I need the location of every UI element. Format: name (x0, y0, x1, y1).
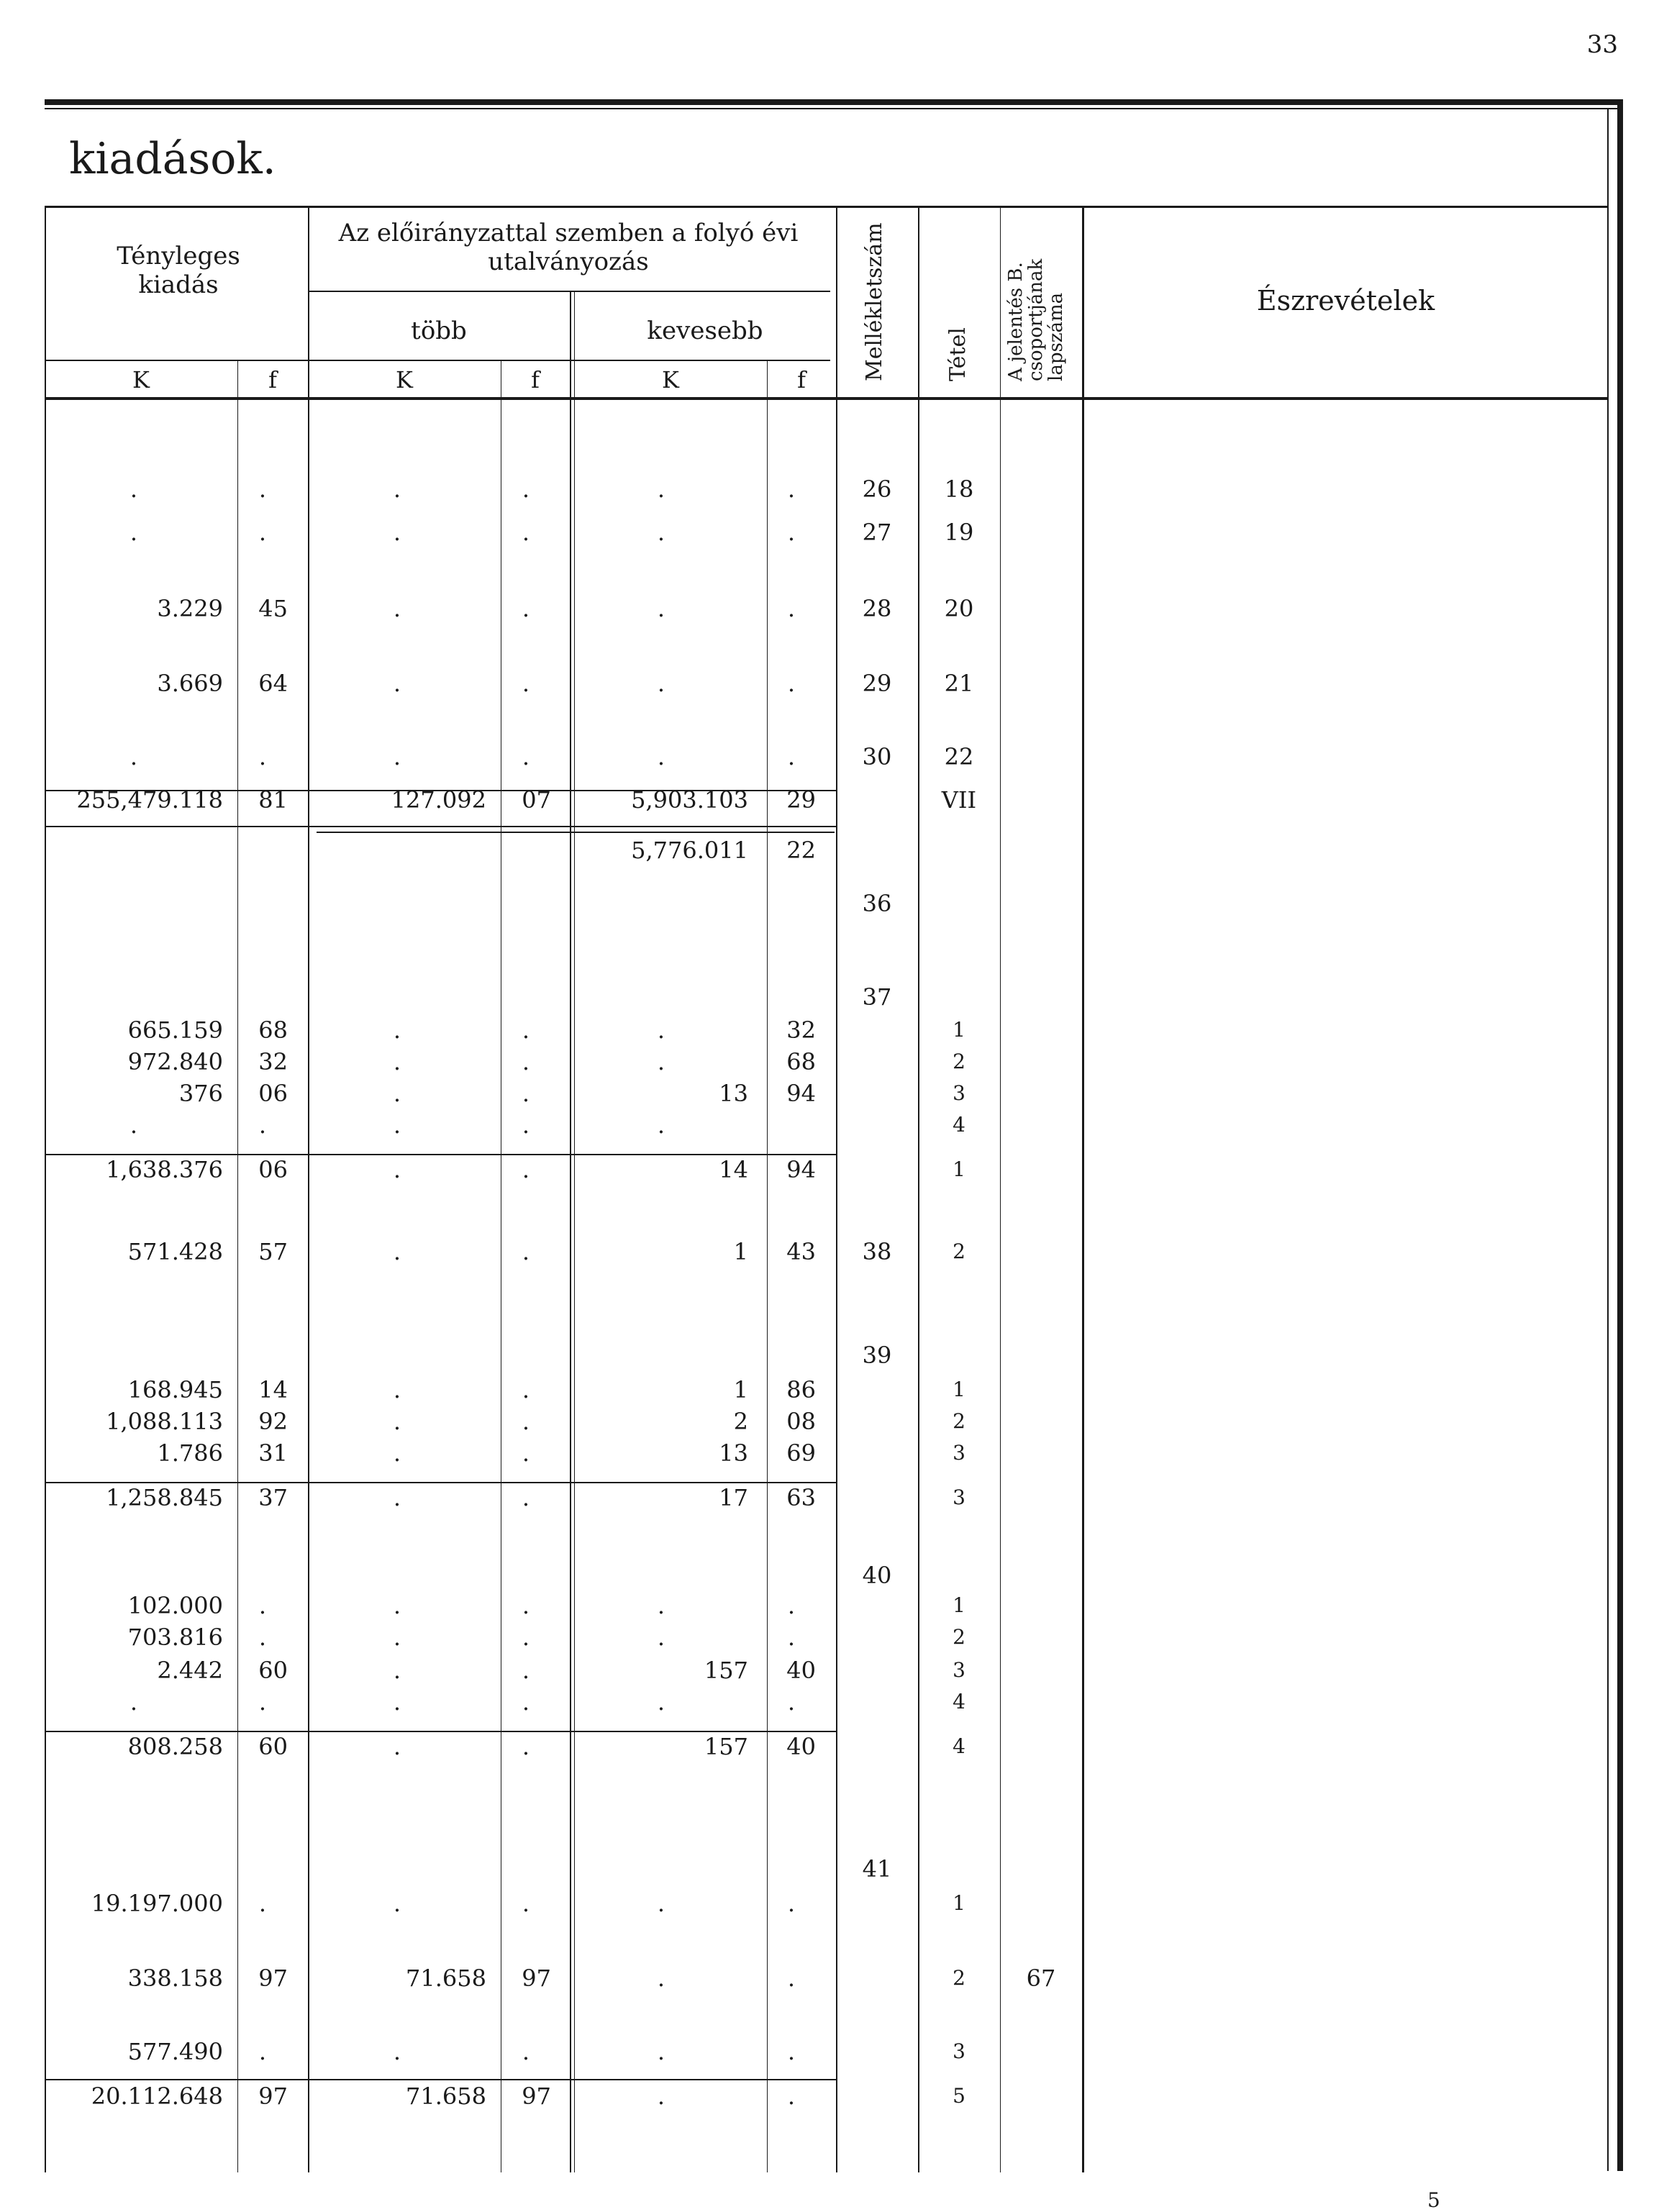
cell-tet: 18 (944, 475, 974, 503)
cell-kf: 40 (786, 1657, 816, 1684)
cell-tf: 31 (258, 1439, 288, 1467)
cell-mf: . (522, 1376, 530, 1403)
cell-kk: 1 (733, 1238, 748, 1265)
cell-kk: 157 (704, 1657, 748, 1684)
cell-tf: 06 (258, 1080, 288, 1107)
unit-kevesebb-k: K (662, 366, 679, 393)
cell-tf: 97 (258, 1965, 288, 1992)
cell-kk: . (657, 1016, 665, 1044)
cell-tf: 14 (258, 1376, 288, 1403)
cell-tk: 3.229 (157, 595, 223, 622)
cell-kf: 40 (786, 1733, 816, 1760)
header-jelentes-1: A jelentés B. (1005, 262, 1027, 381)
cell-tf: 60 (258, 1733, 288, 1760)
cell-tet: 20 (944, 595, 974, 622)
cell-kf: . (787, 670, 796, 697)
subtotal-rule (45, 1482, 836, 1483)
cell-kf: 08 (786, 1408, 816, 1435)
cell-tk: 577.490 (127, 2038, 223, 2065)
subtotal-rule (45, 2079, 836, 2080)
cell-mel: 40 (862, 1562, 892, 1589)
cell-kf: . (787, 2038, 796, 2065)
cell-tk: . (129, 475, 138, 503)
cell-mk: . (393, 670, 401, 697)
cell-mf: . (522, 1657, 530, 1684)
cell-kf: . (787, 519, 796, 546)
cell-tf: 60 (258, 1657, 288, 1684)
cell-mel: 39 (862, 1342, 892, 1369)
cell-mk: . (393, 1657, 401, 1684)
cell-tk: . (129, 1111, 138, 1139)
cell-mf: . (522, 1080, 530, 1107)
cell-kk: . (657, 2083, 665, 2110)
cell-mf: . (522, 1156, 530, 1183)
cell-tk: 19.197.000 (91, 1890, 223, 1917)
cell-tk: 1.786 (157, 1439, 223, 1467)
cell-tk: 665.159 (127, 1016, 223, 1044)
cell-mk: . (393, 519, 401, 546)
cell-tet: 19 (944, 519, 974, 546)
cell-mk: . (393, 1238, 401, 1265)
cell-tet: 1 (953, 1378, 965, 1401)
cell-mf: . (522, 1238, 530, 1265)
cell-tf: . (258, 1688, 267, 1716)
cell-tf: 32 (258, 1048, 288, 1075)
cell-mk: 71.658 (406, 1965, 486, 1992)
cell-tet: 1 (953, 1157, 965, 1181)
cell-mf: . (522, 743, 530, 770)
cell-tk: . (129, 519, 138, 546)
cell-mf: . (522, 1688, 530, 1716)
subtotal-rule (45, 1731, 836, 1732)
unit-tobb-f: f (531, 366, 540, 393)
cell-kk: 1 (733, 1376, 748, 1403)
unit-tenyleges-k: K (132, 366, 150, 393)
cell-mf: . (522, 1592, 530, 1619)
cell-mk: . (393, 1592, 401, 1619)
cell-tet: 1 (953, 1018, 965, 1042)
cell-mf: . (522, 1484, 530, 1511)
cell-tf: . (258, 2038, 267, 2065)
cell-tet: 4 (953, 1690, 965, 1713)
cell-tf: 97 (258, 2083, 288, 2110)
cell-mk: . (393, 1688, 401, 1716)
cell-kf: . (787, 1688, 796, 1716)
col-line-jelentes (1000, 206, 1001, 2172)
cell-mk: . (393, 1890, 401, 1917)
cell-jel: 67 (1026, 1965, 1056, 1992)
cell-kk: 2 (733, 1408, 748, 1435)
cell-mk: . (393, 1439, 401, 1467)
cell-tet: 2 (953, 1625, 965, 1649)
cell-mf: . (522, 1016, 530, 1044)
cell-tet: 21 (944, 670, 974, 697)
header-tetel: Tétel (945, 327, 971, 381)
cell-tet: 2 (953, 1409, 965, 1433)
cell-kf: . (787, 1592, 796, 1619)
cell-tf: 37 (258, 1484, 288, 1511)
header-jelentes-3: lapszáma (1045, 292, 1067, 381)
cell-kk: . (657, 1890, 665, 1917)
top-rule-thin (45, 108, 1623, 109)
right-border-thick (1617, 99, 1623, 2171)
cell-tf: 64 (258, 670, 288, 697)
cell-kf: . (787, 1624, 796, 1651)
cell-tk: 255,479.118 (76, 786, 223, 814)
cell-kf: 63 (786, 1484, 816, 1511)
header-top-line (45, 206, 1609, 208)
cell-tf: . (258, 1111, 267, 1139)
cell-mk: . (393, 1080, 401, 1107)
cell-mk: . (393, 1016, 401, 1044)
header-eloiranyzat: Az előirányzattal szemben a folyó évi utalványozás (338, 219, 799, 276)
cell-mk: . (393, 1484, 401, 1511)
cell-mf: . (522, 1733, 530, 1760)
cell-kk: 5,903.103 (631, 786, 748, 814)
cell-mf: . (522, 595, 530, 622)
cell-mk: 71.658 (406, 2083, 486, 2110)
cell-kf: 32 (786, 1016, 816, 1044)
cell-tf: 06 (258, 1156, 288, 1183)
col-line-eszrevetelek (1082, 206, 1084, 2172)
cell-tf: . (258, 743, 267, 770)
cell-tf: 57 (258, 1238, 288, 1265)
cell-tf: . (258, 1890, 267, 1917)
cell-tk: 972.840 (127, 1048, 223, 1075)
top-rule (45, 99, 1623, 105)
cell-mk: . (393, 1733, 401, 1760)
cell-tk: 3.669 (157, 670, 223, 697)
cell-kk: 13 (719, 1439, 748, 1467)
cell-tet: 3 (953, 1658, 965, 1682)
cell-mel: 26 (862, 475, 892, 503)
cell-mel: 27 (862, 519, 892, 546)
cell-mk: . (393, 1408, 401, 1435)
cell-tet: 3 (953, 1081, 965, 1105)
cell-tk: . (129, 743, 138, 770)
cell-tk: 571.428 (127, 1238, 223, 1265)
cell-mk: . (393, 1048, 401, 1075)
subtotal-rule (45, 826, 836, 827)
cell-tk: 808.258 (127, 1733, 223, 1760)
cell-kk: 5,776.011 (631, 837, 748, 864)
cell-tf: . (258, 519, 267, 546)
cell-kk: 157 (704, 1733, 748, 1760)
cell-kf: 94 (786, 1156, 816, 1183)
cell-mf: . (522, 1624, 530, 1651)
cell-mel: 29 (862, 670, 892, 697)
footer-number: 5 (1427, 2188, 1440, 2212)
cell-kk: . (657, 475, 665, 503)
cell-kk: 13 (719, 1080, 748, 1107)
cell-tk: 1,258.845 (106, 1484, 223, 1511)
cell-tk: 1,638.376 (106, 1156, 223, 1183)
header-sub-line (308, 291, 830, 292)
cell-kf: . (787, 1890, 796, 1917)
cell-kk: . (657, 1624, 665, 1651)
cell-kf: . (787, 743, 796, 770)
cell-tf: . (258, 1592, 267, 1619)
cell-mf: . (522, 1048, 530, 1075)
cell-kf: 22 (786, 837, 816, 864)
cell-kf: . (787, 2083, 796, 2110)
col-line-kevesebb (570, 291, 571, 2172)
cell-mel: 28 (862, 595, 892, 622)
header-bottom-line (45, 397, 1609, 400)
cell-mk: . (393, 2038, 401, 2065)
cell-tk: 102.000 (127, 1592, 223, 1619)
cell-kf: 29 (786, 786, 816, 814)
cell-kk: . (657, 670, 665, 697)
header-eszrevetelek: Észrevételek (1256, 285, 1435, 317)
cell-mk: . (393, 595, 401, 622)
cell-tet: 22 (944, 743, 974, 770)
cell-mf: 07 (522, 786, 551, 814)
cell-mk: . (393, 743, 401, 770)
cell-kk: 17 (719, 1484, 748, 1511)
cell-mk: . (393, 1156, 401, 1183)
cell-mf: . (522, 1408, 530, 1435)
cell-kf: . (787, 595, 796, 622)
cell-kk: . (657, 1048, 665, 1075)
cell-mf: 97 (522, 2083, 551, 2110)
cell-kf: 94 (786, 1080, 816, 1107)
cell-kf: . (787, 1965, 796, 1992)
cell-kk: . (657, 743, 665, 770)
subtotal-rule (45, 1154, 836, 1155)
cell-kf: . (787, 475, 796, 503)
cell-mel: 36 (862, 890, 892, 917)
cell-mk: . (393, 1376, 401, 1403)
cell-tet: 1 (953, 1891, 965, 1915)
cell-mel: 37 (862, 983, 892, 1011)
cell-kk: . (657, 1592, 665, 1619)
cell-tf: 81 (258, 786, 288, 814)
unit-tenyleges-f: f (268, 366, 277, 393)
cell-tet: 3 (953, 2039, 965, 2063)
cell-mk: . (393, 1111, 401, 1139)
cell-mf: . (522, 1111, 530, 1139)
header-melleklet: Mellékletszám (862, 222, 887, 381)
cell-mk: 127.092 (391, 786, 486, 814)
cell-mel: 41 (862, 1855, 892, 1883)
cell-tet: 2 (953, 1239, 965, 1263)
cell-mf: . (522, 519, 530, 546)
header-units-line (45, 360, 830, 361)
cell-mf: . (522, 670, 530, 697)
cell-tk: 376 (178, 1080, 223, 1107)
cell-kk: 14 (719, 1156, 748, 1183)
cell-tf: 45 (258, 595, 288, 622)
cell-tet: 3 (953, 1485, 965, 1509)
cell-tet: VII (941, 786, 977, 814)
cell-mf: . (522, 1890, 530, 1917)
cell-kk: . (657, 595, 665, 622)
cell-tf: . (258, 475, 267, 503)
cell-mk: . (393, 1624, 401, 1651)
cell-mf: 97 (522, 1965, 551, 1992)
unit-kevesebb-f: f (797, 366, 806, 393)
page-number: 33 (1586, 30, 1618, 59)
cell-mf: . (522, 2038, 530, 2065)
cell-mf: . (522, 1439, 530, 1467)
cell-mel: 30 (862, 743, 892, 770)
header-tenyleges: Tényleges kiadás (117, 242, 240, 299)
cell-tk: 2.442 (157, 1657, 223, 1684)
cell-tk: 1,088.113 (106, 1408, 223, 1435)
page-title: kiadások. (69, 134, 276, 184)
cell-tet: 3 (953, 1441, 965, 1465)
unit-tobb-k: K (396, 366, 413, 393)
cell-mel: 38 (862, 1238, 892, 1265)
cell-tk: 168.945 (127, 1376, 223, 1403)
cell-kk: . (657, 1688, 665, 1716)
cell-tf: 92 (258, 1408, 288, 1435)
right-border-thin (1607, 109, 1609, 2171)
cell-tet: 4 (953, 1113, 965, 1137)
cell-tet: 1 (953, 1593, 965, 1617)
brace-rule (317, 832, 835, 833)
cell-kf: 69 (786, 1439, 816, 1467)
cell-tf: . (258, 1624, 267, 1651)
cell-mk: . (393, 475, 401, 503)
cell-tk: 20.112.648 (91, 2083, 223, 2110)
cell-tk: 703.816 (127, 1624, 223, 1651)
cell-kk: . (657, 519, 665, 546)
header-jelentes-2: csoportjának (1025, 258, 1047, 381)
cell-tet: 2 (953, 1050, 965, 1073)
cell-kk: . (657, 1965, 665, 1992)
cell-kf: 43 (786, 1238, 816, 1265)
cell-tet: 4 (953, 1734, 965, 1758)
cell-kk: . (657, 1111, 665, 1139)
cell-kf: 86 (786, 1376, 816, 1403)
cell-tk: 338.158 (127, 1965, 223, 1992)
cell-tk: . (129, 1688, 138, 1716)
cell-tet: 5 (953, 2084, 965, 2108)
cell-mf: . (522, 475, 530, 503)
header-tobb: több (411, 317, 467, 345)
cell-tf: 68 (258, 1016, 288, 1044)
header-kevesebb: kevesebb (647, 317, 763, 345)
cell-kk: . (657, 2038, 665, 2065)
cell-kf: 68 (786, 1048, 816, 1075)
cell-tet: 2 (953, 1966, 965, 1990)
